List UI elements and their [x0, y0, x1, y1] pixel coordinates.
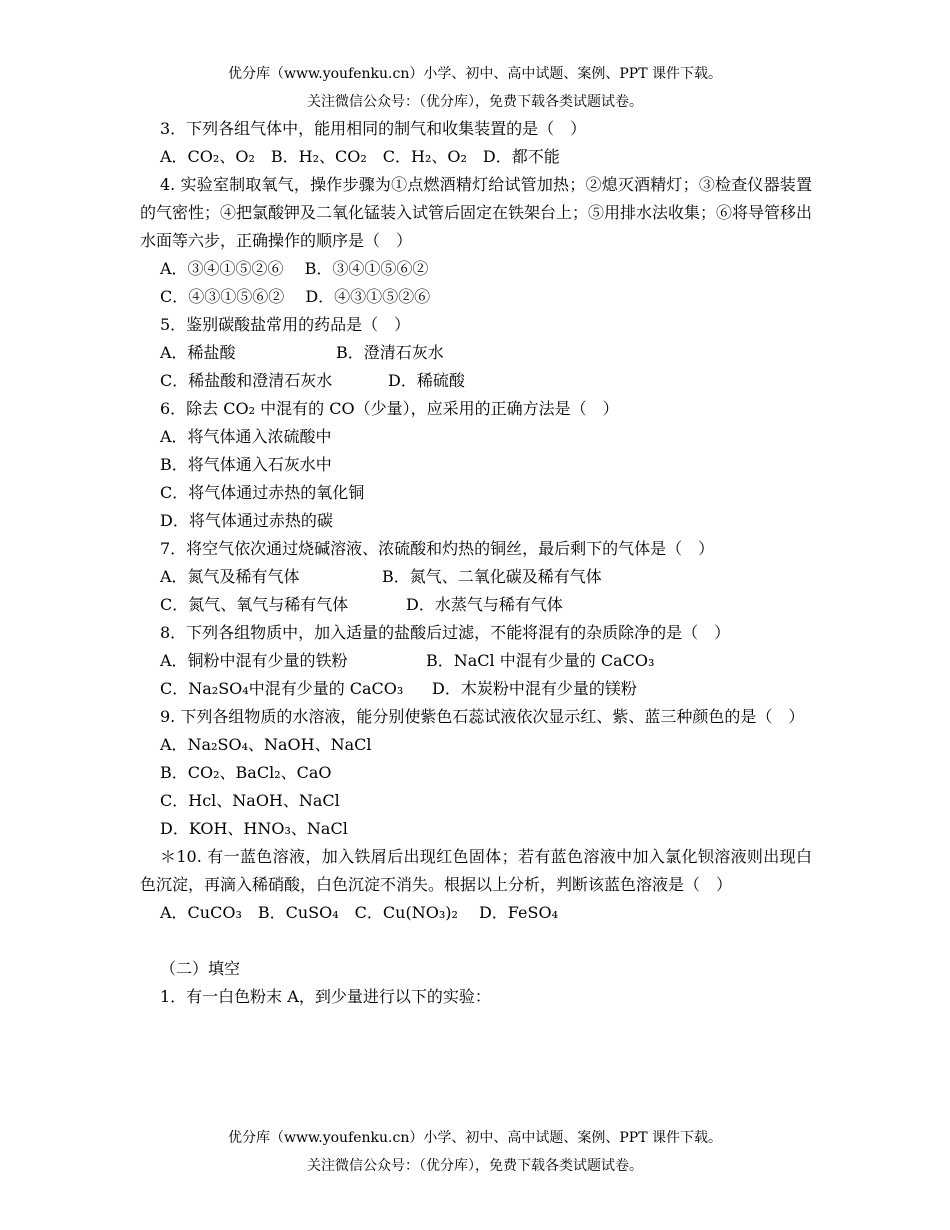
q5-option-c: C．稀盐酸和澄清石灰水: [160, 371, 333, 390]
q4-stem: 4. 实验室制取氧气，操作步骤为①点燃酒精灯给试管加热；②熄灭酒精灯；③检查仪器装置的气密性；④把氯酸钾及二氧化锰装入试管后固定在铁架台上；⑤用排水法收集；⑥将导管移出水面等六步，正确操作的顺序是（ ）: [140, 175, 813, 250]
q7-option-a: A．氮气及稀有气体: [160, 567, 300, 586]
q4-options-cd: C．④③①⑤⑥② D．④③①⑤②⑥: [160, 287, 431, 306]
q8-option-a: A．铜粉中混有少量的铁粉: [160, 651, 348, 670]
q5-option-a: A．稀盐酸: [160, 343, 236, 362]
footer-line-2: 关注微信公众号：（优分库），免费下载各类试题试卷。: [307, 1158, 643, 1174]
footer-line-1: 优分库（www.youfenku.cn）小学、初中、高中试题、案例、PPT 课件下载。: [227, 1130, 722, 1146]
q3-stem: 3．下列各组气体中，能用相同的制气和收集装置的是（ ）: [160, 119, 587, 138]
q5-options-cd: [140, 367, 812, 395]
q5-options-ab: [140, 339, 812, 367]
q9-stem: 9. 下列各组物质的水溶液，能分别使紫色石蕊试液依次显示红、紫、蓝三种颜色的是（ ）: [160, 707, 805, 726]
q8-option-c: C．Na₂SO₄中混有少量的 CaCO₃: [160, 679, 404, 698]
q3-options: A．CO₂、O₂ B．H₂、CO₂ C．H₂、O₂ D．都不能: [160, 147, 560, 166]
section-2-q1: 1．有一白色粉末 A，到少量进行以下的实验：: [160, 987, 491, 1006]
q5-stem: 5．鉴别碳酸盐常用的药品是（ ）: [160, 315, 411, 334]
header-line-2: 关注微信公众号：（优分库），免费下载各类试题试卷。: [307, 94, 643, 110]
q7-options-ab: [140, 563, 812, 591]
q6-option-a: A．将气体通入浓硫酸中: [160, 427, 332, 446]
q8-option-d: D．木炭粉中混有少量的镁粉: [432, 679, 637, 698]
q8-stem: 8．下列各组物质中，加入适量的盐酸后过滤，不能将混有的杂质除净的是（ ）: [160, 623, 731, 642]
q6-option-b: B．将气体通入石灰水中: [160, 455, 332, 474]
q7-option-b: B．氮气、二氧化碳及稀有气体: [382, 567, 602, 586]
q9-option-d: D．KOH、HNO₃、NaCl: [160, 819, 348, 838]
q6-stem: 6．除去 CO₂ 中混有的 CO（少量），应采用的正确方法是（ ）: [160, 399, 619, 418]
q10-options: A．CuCO₃ B．CuSO₄ C．Cu(NO₃)₂ D．FeSO₄: [160, 903, 558, 922]
q7-options-cd: [140, 591, 812, 619]
q8-options-cd: [140, 675, 812, 703]
section-gap: [140, 927, 812, 955]
q5-option-b: B．澄清石灰水: [336, 343, 444, 362]
section-2-title: （二）填空: [160, 959, 241, 978]
q7-option-d: D．水蒸气与稀有气体: [406, 595, 563, 614]
q6-option-c: C．将气体通过赤热的氧化铜: [160, 483, 365, 502]
header-line-1: 优分库（www.youfenku.cn）小学、初中、高中试题、案例、PPT 课件下载。: [227, 66, 722, 82]
question-list: [140, 115, 812, 1011]
q5-option-d: D．稀硫酸: [388, 371, 465, 390]
q9-option-c: C．Hcl、NaOH、NaCl: [160, 791, 340, 810]
q9-option-b: B．CO₂、BaCl₂、CaO: [160, 763, 332, 782]
q4-options-ab: A．③④①⑤②⑥ B．③④①⑤⑥②: [160, 259, 429, 278]
q10-stem: ＊10. 有一蓝色溶液，加入铁屑后出现红色固体；若有蓝色溶液中加入氯化钡溶液则出现白色沉淀，再滴入稀硝酸，白色沉淀不消失。根据以上分析，判断该蓝色溶液是（ ）: [140, 847, 812, 894]
q9-option-a: A．Na₂SO₄、NaOH、NaCl: [160, 735, 372, 754]
q8-option-b: B．NaCl 中混有少量的 CaCO₃: [426, 651, 655, 670]
q7-stem: 7．将空气依次通过烧碱溶液、浓硫酸和灼热的铜丝，最后剩下的气体是（ ）: [160, 539, 715, 558]
q7-option-c: C．氮气、氧气与稀有气体: [160, 595, 349, 614]
q8-options-ab: [140, 647, 812, 675]
q6-option-d: D．将气体通过赤热的碳: [160, 511, 333, 530]
